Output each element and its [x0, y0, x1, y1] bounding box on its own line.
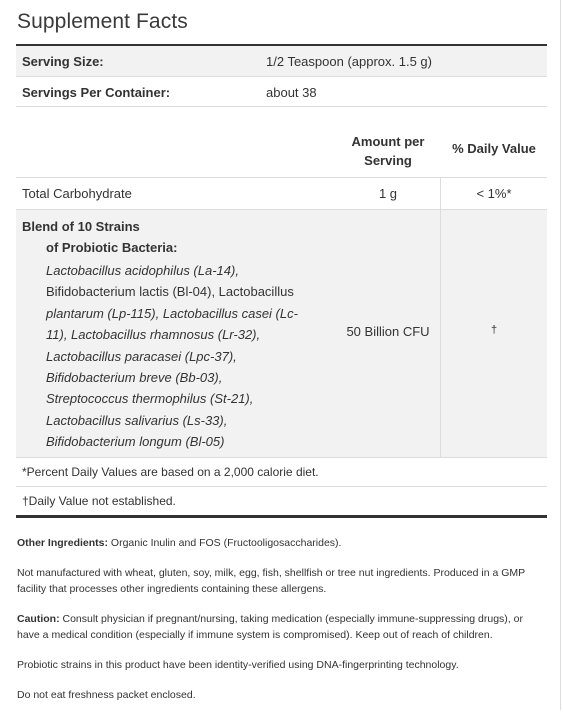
caution-text: Consult physician if pregnant/nursing, taking medication (especially immune-suppressing drugs), or have a medical condition (especially if immune system is compromised). Keep out of reach of children.: [17, 613, 523, 641]
product-notes: [17, 535, 547, 717]
nutrient-name: Total Carbohydrate: [22, 186, 132, 201]
blend-name: [22, 216, 177, 258]
other-ingredients: [17, 535, 547, 551]
strain-list: [46, 260, 338, 453]
servings-per-container-label: Servings Per Container:: [22, 85, 171, 100]
verification-statement: Probiotic strains in this product have been identity-verified using DNA-fingerprinting technology.: [17, 659, 459, 671]
serving-size-label: Serving Size:: [22, 54, 104, 69]
daily-value-header: % Daily Value: [452, 141, 536, 156]
other-ingredients-text: Organic Inulin and FOS (Fructooligosaccharides).: [108, 537, 342, 549]
blend-name-line1: Blend of 10 Strains: [22, 219, 140, 234]
total-carbohydrate-row: [16, 178, 547, 210]
nutrient-daily-value: < 1%*: [476, 186, 512, 201]
nutrient-amount: 1 g: [378, 186, 398, 201]
blend-name-line2: of Probiotic Bacteria:: [46, 240, 178, 255]
strain-line: Streptococcus thermophilus (St-21),: [46, 391, 254, 407]
strain-line: Bifidobacterium lactis (Bl-04), Lactobacillus: [46, 284, 294, 300]
strain-line: Bifidobacterium longum (Bl-05): [46, 434, 225, 450]
amount-header-line1: Amount per: [351, 134, 425, 149]
amount-header-line2: Serving: [364, 153, 412, 168]
strain-line: Bifidobacterium breve (Bb-03),: [46, 370, 223, 386]
footnote-percent: *Percent Daily Values are based on a 2,000 calorie diet.: [22, 465, 319, 479]
caution-statement: [17, 611, 547, 643]
probiotic-blend-row: [16, 210, 547, 458]
serving-size-row: [16, 46, 547, 77]
footnote-dagger: †Daily Value not established.: [22, 494, 176, 508]
page-title: Supplement Facts: [17, 10, 188, 33]
footnote-percent-row: [16, 458, 547, 487]
strain-line: plantarum (Lp-115), Lactobacillus casei (Lc-: [46, 305, 298, 321]
freshness-packet-statement: Do not eat freshness packet enclosed.: [17, 689, 196, 701]
caution-label: Caution:: [17, 613, 60, 625]
strain-line: Lactobacillus paracasei (Lpc-37),: [46, 348, 237, 364]
servings-per-container-value: about 38: [266, 85, 317, 100]
strain-line: 11), Lactobacillus rhamnosus (Lr-32),: [46, 327, 261, 343]
table-header-row: [16, 107, 547, 178]
supplement-facts-table: [16, 44, 547, 518]
serving-size-value: 1/2 Teaspoon (approx. 1.5 g): [266, 54, 432, 69]
strain-line: Lactobacillus acidophilus (La-14),: [46, 263, 239, 278]
footnote-dagger-row: [16, 487, 547, 515]
blend-daily-value: †: [490, 324, 498, 336]
amount-per-serving-header: [338, 132, 438, 170]
strain-line: Lactobacillus salivarius (Ls-33),: [46, 412, 228, 428]
other-ingredients-label: Other Ingredients:: [17, 537, 109, 549]
servings-per-container-row: [16, 77, 547, 107]
allergen-statement: Not manufactured with wheat, gluten, soy, milk, egg, fish, shellfish or tree nut ingredients. Produced in a GMP facility that processes other ingredients containing these allergens.: [17, 567, 525, 595]
blend-amount: 50 Billion CFU: [346, 324, 430, 339]
